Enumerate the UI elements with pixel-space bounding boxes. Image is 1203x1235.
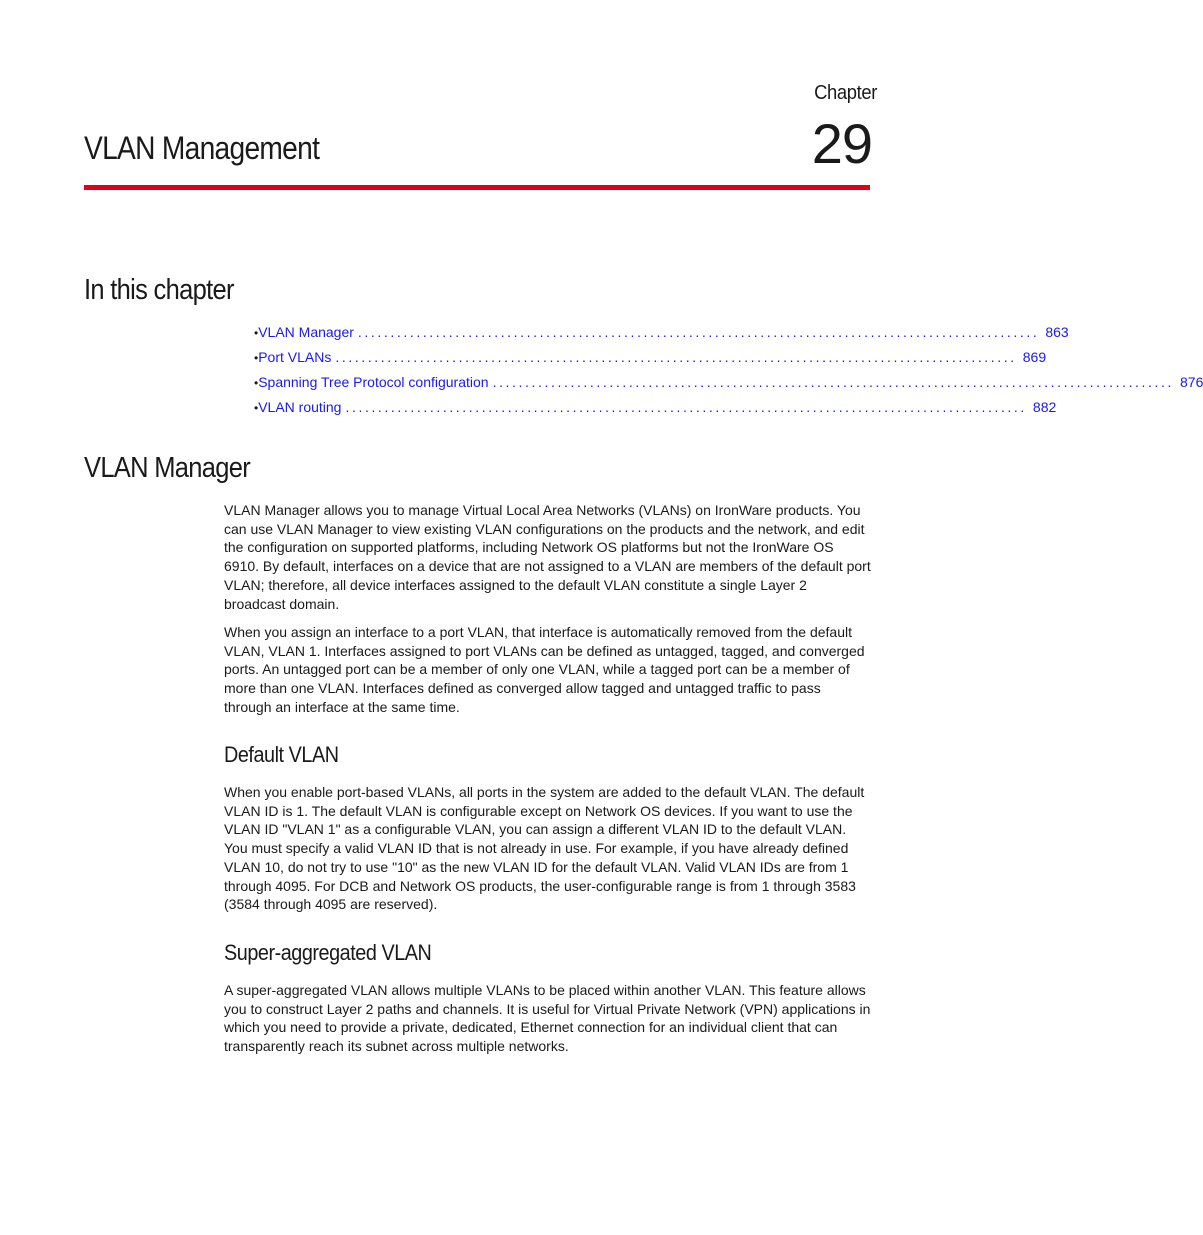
- bullet-icon: •: [254, 326, 259, 340]
- dot-leader: .........................................................................................................: [357, 324, 1040, 340]
- toc-entry[interactable]: [254, 346, 1047, 371]
- super-aggregated-vlan-paragraph: A super-aggregated VLAN allows multiple VLANs to be placed within another VLAN. This feature allows you to construct Layer 2 paths and channels. It is useful for Virtual Private Network (VPN) applications in which you need to provide a private, dedicated, Ethernet connection for an individual client that can transparently reach its subnet across multiple networks.: [224, 982, 871, 1055]
- toc-link[interactable]: Spanning Tree Protocol configuration: [258, 374, 489, 390]
- chapter-label: Chapter: [814, 82, 877, 104]
- vlan-manager-heading: VLAN Manager: [84, 452, 251, 484]
- toc-entry[interactable]: [254, 396, 1057, 421]
- super-aggregated-vlan-heading: Super-aggregated VLAN: [224, 940, 432, 965]
- dot-leader: .........................................................................................................: [335, 349, 1017, 365]
- in-this-chapter-heading: In this chapter: [84, 274, 234, 306]
- vlan-manager-paragraph: VLAN Manager allows you to manage Virtual Local Area Networks (VLANs) on IronWare products. You can use VLAN Manager to view existing VLAN configurations on the products and the network, and edit the configuration on supported platforms, including Network OS platforms but not the IronWare OS 6910. By default, interfaces on a device that are not assigned to a VLAN are members of the default port VLAN; therefore, all device interfaces assigned to the default VLAN constitute a single Layer 2 broadcast domain.: [224, 502, 871, 612]
- toc-page-number[interactable]: 882: [1032, 399, 1057, 415]
- vlan-manager-paragraph: When you assign an interface to a port VLAN, that interface is automatically removed from the default VLAN, VLAN 1. Interfaces assigned to port VLANs can be defined as untagged, tagged, and converged ports. An untagged port can be a member of only one VLAN, while a tagged port can be a member of more than one VLAN. Interfaces defined as converged allow tagged and untagged traffic to pass through an interface at the same time.: [224, 624, 865, 715]
- default-vlan-heading: Default VLAN: [224, 742, 339, 767]
- chapter-number: 29: [811, 112, 872, 175]
- bullet-icon: •: [254, 376, 259, 390]
- toc-link[interactable]: VLAN Manager: [258, 324, 354, 340]
- page-title: VLAN Management: [84, 130, 320, 166]
- bullet-icon: •: [254, 401, 259, 415]
- chapter-toc: [254, 321, 1203, 421]
- toc-link[interactable]: Port VLANs: [258, 349, 332, 365]
- dot-leader: .........................................................................................................: [492, 374, 1174, 390]
- title-divider: [84, 185, 870, 190]
- toc-page-number[interactable]: 876: [1180, 374, 1203, 390]
- dot-leader: .........................................................................................................: [345, 399, 1027, 415]
- toc-page-number[interactable]: 863: [1045, 324, 1069, 340]
- toc-entry[interactable]: [254, 321, 1069, 346]
- toc-page-number[interactable]: 869: [1022, 349, 1047, 365]
- toc-entry[interactable]: [254, 371, 1203, 396]
- bullet-icon: •: [254, 351, 259, 365]
- default-vlan-paragraph: When you enable port-based VLANs, all ports in the system are added to the default VLAN. The default VLAN ID is 1. The default VLAN is configurable except on Network OS devices. If you want to use the VLAN ID "VLAN 1" as a configurable VLAN, you can assign a different VLAN ID to the default VLAN. You must specify a valid VLAN ID that is not already in use. For example, if you have already defined VLAN 10, do not try to use "10" as the new VLAN ID for the default VLAN. Valid VLAN IDs are from 1 through 4095. For DCB and Network OS products, the user-configurable range is from 1 through 3583 (3584 through 4095 are reserved).: [224, 784, 865, 913]
- toc-link[interactable]: VLAN routing: [258, 399, 342, 415]
